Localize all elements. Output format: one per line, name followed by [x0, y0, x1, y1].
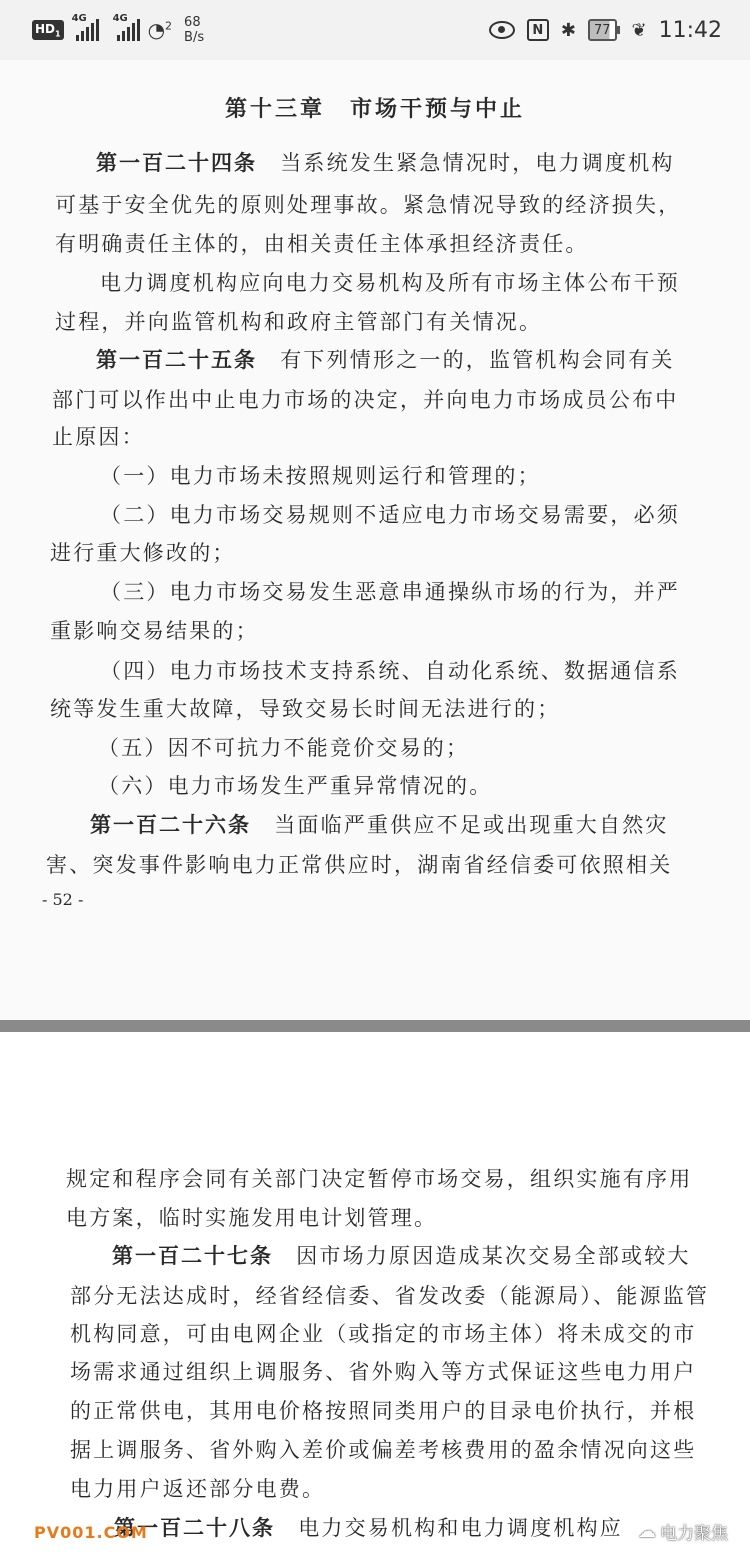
text-line: 统等发生重大故障，导致交易长时间无法进行的； [50, 697, 561, 721]
text-line: （三）电力市场交易发生恶意串通操纵市场的行为，并严 [100, 580, 680, 604]
clock: 11:42 [658, 17, 722, 43]
page-number: - 52 - [42, 890, 84, 909]
status-bar [0, 0, 750, 60]
text-line: （一）电力市场未按照规则运行和管理的； [100, 464, 541, 488]
text-line: 第一百二十七条 因市场力原因造成某次交易全部或较大 [112, 1243, 691, 1268]
nfc-icon: N [527, 19, 549, 41]
page-divider [0, 1020, 750, 1032]
network-speed: 68 B/s [184, 15, 205, 45]
text-line: 止原因： [52, 425, 145, 449]
chapter-title: 第十三章 市场干预与中止 [224, 96, 525, 122]
battery-icon: 77 [588, 19, 620, 41]
text-line: 电力用户返还部分电费。 [70, 1477, 326, 1501]
text-line: 过程，并向监管机构和政府主管部门有关情况。 [55, 310, 543, 334]
watermark-site: PV001.COM [34, 1523, 148, 1542]
wifi-icon: ◔$^2$ [147, 18, 173, 42]
text-line: 害、突发事件影响电力正常供应时，湖南省经信委可依照相关 [46, 853, 673, 877]
text-line: 重影响交易结果的； [50, 619, 259, 643]
text-line: 第一百二十六条 当面临严重供应不足或出现重大自然灾 [90, 812, 669, 837]
bluetooth-icon: ✱ [560, 19, 576, 41]
leaf-icon: ❦ [631, 19, 647, 41]
text-line: 第一百二十八条 电力交易机构和电力调度机构应 [114, 1515, 623, 1540]
text-line: 的正常供电，其用电价格按照同类用户的目录电价执行，并根 [70, 1399, 697, 1423]
signal-icon-2: 4G [117, 19, 140, 41]
text-line: （四）电力市场技术支持系统、自动化系统、数据通信系 [100, 659, 680, 683]
watermark-account: ☁ 电力聚焦 [638, 1521, 728, 1544]
text-line: （五）因不可抗力不能竞价交易的； [98, 736, 470, 760]
eye-comfort-icon [489, 21, 515, 39]
text-line: 部门可以作出中止电力市场的决定，并向电力市场成员公布中 [52, 388, 679, 412]
text-line: 场需求通过组织上调服务、省外购入等方式保证这些电力用户 [70, 1360, 697, 1384]
wechat-icon: ☁ [638, 1521, 656, 1542]
text-line: （二）电力市场交易规则不适应电力市场交易需要，必须 [100, 503, 680, 527]
text-line: 进行重大修改的； [50, 541, 236, 565]
signal-icon: 4G [76, 19, 99, 41]
text-line: 部分无法达成时，经省经信委、省发改委（能源局）、能源监管 [70, 1284, 710, 1308]
text-line: 电方案，临时实施发用电计划管理。 [66, 1206, 438, 1230]
text-line: 电力调度机构应向电力交易机构及所有市场主体公布干预 [100, 271, 680, 295]
text-line: 规定和程序会同有关部门决定暂停市场交易，组织实施有序用 [66, 1167, 693, 1191]
text-line: 可基于安全优先的原则处理事故。紧急情况导致的经济损失， [55, 193, 682, 217]
text-line: 第一百二十五条 有下列情形之一的，监管机构会同有关 [96, 347, 675, 372]
text-line: （六）电力市场发生严重异常情况的。 [98, 774, 493, 798]
text-line: 第一百二十四条 当系统发生紧急情况时，电力调度机构 [96, 150, 675, 175]
text-line: 机构同意，可由电网企业（或指定的市场主体）将未成交的市 [70, 1322, 697, 1346]
hd-icon: $HD_1$ [32, 20, 64, 40]
text-line: 有明确责任主体的，由相关责任主体承担经济责任。 [55, 232, 589, 256]
text-line: 据上调服务、省外购入差价或偏差考核费用的盈余情况向这些 [70, 1438, 697, 1462]
